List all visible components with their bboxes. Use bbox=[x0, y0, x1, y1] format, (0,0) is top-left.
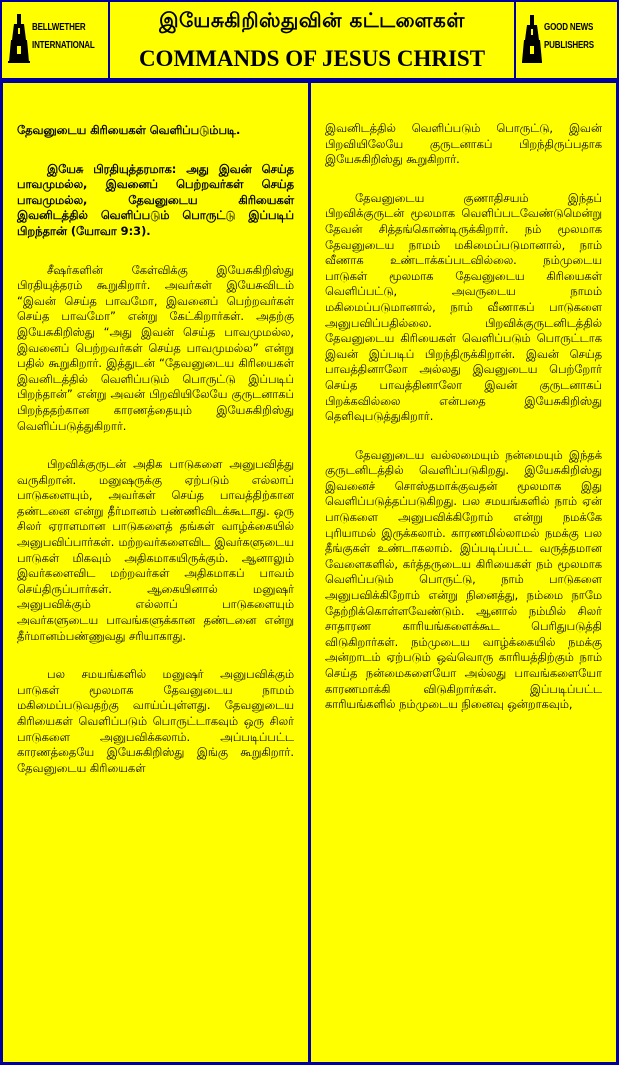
right-logo-line2: PUBLISHERS bbox=[544, 40, 594, 51]
scripture-verse: இயேசு பிரதியுத்தரமாக: அது இவன் செய்த பாவமுமல்ல, இவனைப் பெற்றவர்கள் செய்த பாவமுமல்ல, தேவனுடைய கிரியைகள் இவனிடத்தில் வெளிப்படும் பொருட்டு இப்படிப் பிறந்தான் (யோவா 9:3). bbox=[17, 161, 294, 238]
right-column bbox=[308, 80, 619, 1065]
paragraph: தேவனுடைய குணாதிசயம் இந்தப் பிறவிக்குருடன் மூலமாக வெளிப்படவேண்டுமென்று தேவன் சித்தங்கொண்டிருக்கிறார். நம் மூலமாக தேவனுடைய நாமம் மகிமைப்படுமானால், நாம் வீணாக உண்டாக்கப்படவில்லை. நம்முடைய பாடுகள் மூலமாக தேவனுடைய கிரியைகள் வெளிப்பட்டு, அவருடைய நாமம் மகிமைப்படுமானால், நாம் வீணாகப் பாடுகளை அனுபவிப்பதில்லை. பிறவிக்குருடனிடத்தில் தேவனுடைய கிரியைகள் வெளிப்படும் பொருட்டாக இவன் இப்படிப் பிறந்திருக்கிறான். இவன் செய்த பாவத்தினாலோ அல்லது இவனுடைய பெற்றோர் செய்த பாவத்தினாலோ இவன் குருடனாகப் பிறக்கவில்லை என்பதை இயேசுகிறிஸ்து தெளிவுபடுத்துகிறார். bbox=[325, 190, 602, 424]
tower-logo-icon bbox=[522, 14, 542, 64]
left-logo bbox=[2, 2, 110, 78]
paragraph: தேவனுடைய வல்லமையும் நன்மையும் இந்தக் குருடனிடத்தில் வெளிப்படுகிறது. இயேசுகிறிஸ்து இவனைச் சொஸ்தமாக்குவதன் மூலமாக இது வெளிப்படுத்தப்படுகிறது. பல சமயங்களில் நாம் ஏன் பாடுகளை அனுபவிக்கிறோம் என்று நமக்கே புரியாமல் இருக்கலாம். காரணமில்லாமல் நமக்கு பல தீங்குகள் உண்டாகலாம். இப்படிப்பட்ட வருத்தமான வேளைகளில், கர்த்தருடைய கிரியைகள் நம் மூலமாக வெளிப்படும் பொருட்டு, நாம் பாடுகளை அனுபவிக்கிறோம் என்று நினைத்து, நம்மை நாமே தேற்றிக்கொள்ளவேண்டும். ஆனால் நம்மில் சிலர் சாதாரண காரியங்களைக்கூட பெரிதுபடுத்தி விடுகிறார்கள். நம்முடைய வாழ்க்கையில் நமக்கு அன்றாடம் ஏற்படும் ஒவ்வொரு காரியத்திற்கும் நாம் செய்த நன்மைகளையோ அல்லது பாவங்களையோ காரணமாக்கி விடுகிறார்கள். இப்படிப்பட்ட காரியங்களில் நம்முடைய நினைவு ஒன்றாகவும், bbox=[325, 447, 602, 712]
title-tamil: இயேசுகிறிஸ்துவின் கட்டளைகள் bbox=[159, 8, 465, 32]
title-block bbox=[110, 2, 514, 78]
paragraph: சீஷர்களின் கேள்விக்கு இயேசுகிறிஸ்து பிரதியுத்தரம் கூறுகிறார். அவர்கள் இயேசுவிடம் “இவன் செய்த பாவமோ, இவனைப் பெற்றவர்கள் செய்த பாவமோ” என்று கேட்கிறார்கள். அதற்கு இயேசுகிறிஸ்து “அது இவன் செய்த பாவமுமல்ல, இவனைப் பெற்றவர்கள் செய்த பாவமுமல்ல” என்று பதில் கூறுகிறார். இத்துடன் “தேவனுடைய கிரியைகள் இவனிடத்தில் வெளிப்படும் பொருட்டு இப்படிப் பிறந்தான்” என்று அவன் பிறவியிலேயே குருடனாகப் பிறந்ததற்கான காரணத்தையும் இயேசுகிறிஸ்து வெளிப்படுத்துகிறார். bbox=[17, 262, 294, 433]
section-heading: தேவனுடைய கிரியைகள் வெளிப்படும்படி. bbox=[17, 123, 241, 137]
left-column-text bbox=[17, 123, 294, 776]
title-english: COMMANDS OF JESUS CHRIST bbox=[138, 46, 486, 71]
tower-logo-icon bbox=[8, 12, 30, 64]
right-logo-line1: GOOD NEWS bbox=[544, 22, 594, 33]
paragraph: இவனிடத்தில் வெளிப்படும் பொருட்டு, இவன் பிறவியிலேயே குருடனாகப் பிறந்திருப்பதாக இயேசுகிறிஸ்து கூறுகிறார். bbox=[325, 121, 602, 167]
right-column-text bbox=[325, 121, 602, 713]
right-logo bbox=[514, 2, 617, 78]
left-logo-line2: INTERNATIONAL bbox=[32, 40, 95, 51]
paragraph: பல சமயங்களில் மனுஷர் அனுபவிக்கும் பாடுகள் மூலமாக தேவனுடைய நாமம் மகிமைப்படுவதற்கு வாய்ப்புள்ளது. தேவனுடைய கிரியைகள் வெளிப்படும் பொருட்டாகவும் ஒரு சிலர் பாடுகளை அனுபவிக்கலாம். அப்படிப்பட்ட காரணத்தையே இயேசுகிறிஸ்து இங்கு கூறுகிறார். தேவனுடைய கிரியைகள் bbox=[17, 667, 294, 775]
left-logo-line1: BELLWETHER bbox=[32, 22, 86, 33]
header-banner bbox=[0, 0, 619, 80]
left-column bbox=[0, 80, 311, 1065]
paragraph: பிறவிக்குருடன் அதிக பாடுகளை அனுபவித்து வருகிறான். மனுஷருக்கு ஏற்படும் எல்லாப் பாடுகளையும், அவர்கள் செய்த பாவத்திற்கான தண்டனை என்று தீர்மானம் பண்ணிவிடக்கூடாது. ஒரு சிலர் ஏராளமான பாடுகளைத் தங்கள் வாழ்க்கையில் அனுபவிப்பார்கள். மற்றவர்களைவிட இவர்களுடைய பாடுகள் மிகவும் அதிகமாகயிருக்கும். ஆனாலும் இவர்களைவிட மற்றவர்கள் அதிகமாகப் பாவம் செய்திருப்பார்கள். ஆகையினால் மனுஷர் அனுபவிக்கும் எல்லாப் பாடுகளையும் அவர்களுடைய பாவங்களுக்கான தண்டனை என்று தீர்மானம்பண்ணுவது சரியாகாது. bbox=[17, 457, 294, 643]
